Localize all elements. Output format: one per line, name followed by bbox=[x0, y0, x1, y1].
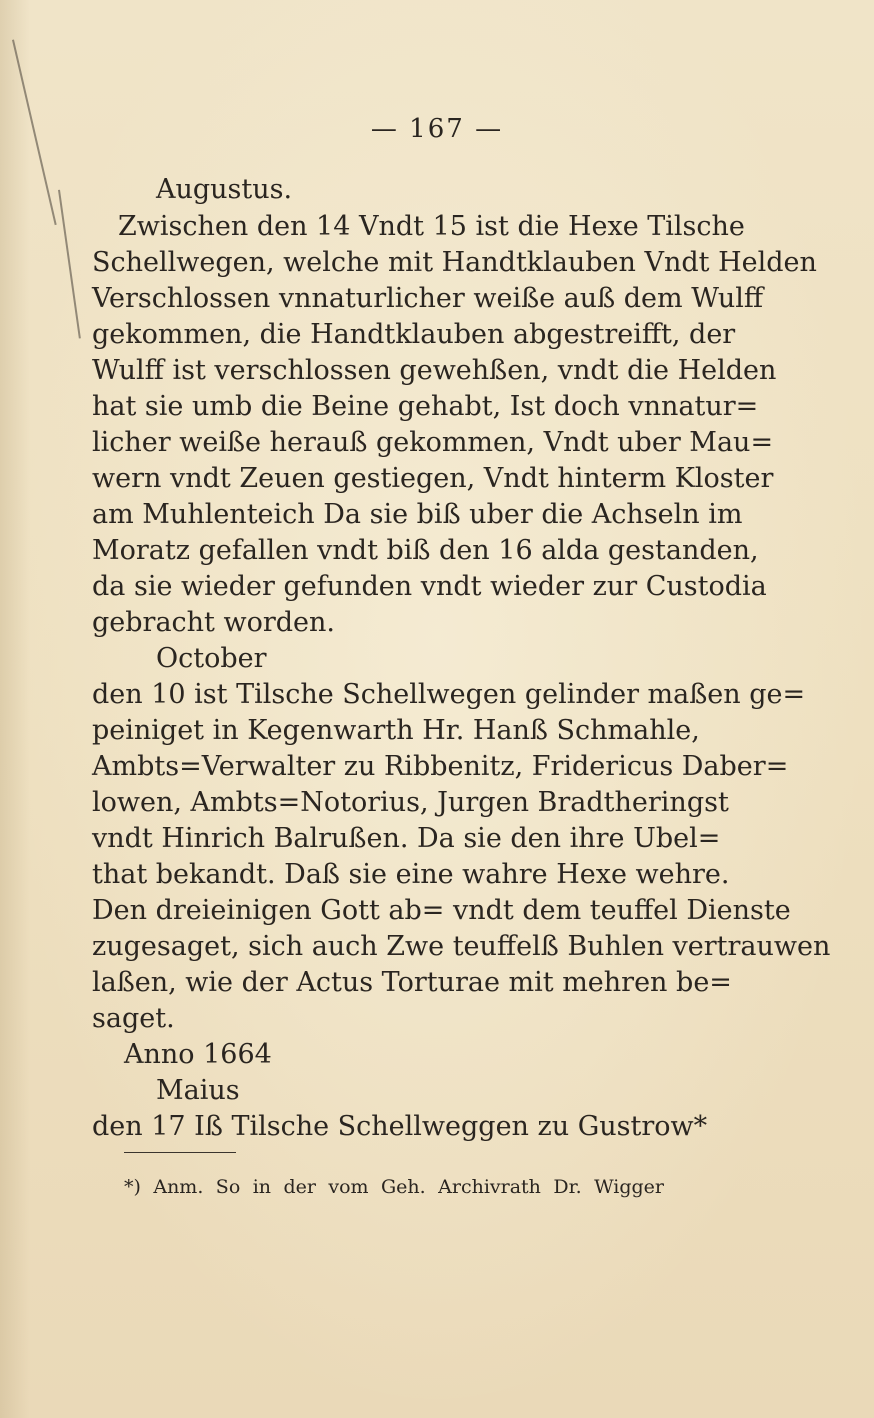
pencil-margin-line-2 bbox=[58, 190, 80, 339]
text-line: den 10 ist Tilsche Schellwegen gelinder maßen ge= bbox=[92, 679, 806, 710]
text-line: da sie wieder gefunden vndt wieder zur Custodia bbox=[92, 571, 767, 602]
heading-maius: Maius bbox=[156, 1075, 240, 1106]
text-line: hat sie umb die Beine gehabt, Ist doch vnnatur= bbox=[92, 391, 759, 422]
text-line: den 17 Iß Tilsche Schellweggen zu Gustrow* bbox=[92, 1111, 708, 1142]
footnote-rule bbox=[124, 1152, 236, 1153]
text-line: Moratz gefallen vndt biß den 16 alda gestanden, bbox=[92, 535, 759, 566]
text-line: Zwischen den 14 Vndt 15 ist die Hexe Tilsche bbox=[118, 211, 745, 242]
footnote: *) Anm. So in der vom Geh. Archivrath Dr. Wigger bbox=[124, 1176, 664, 1198]
text-line: wern vndt Zeuen gestiegen, Vndt hinterm Kloster bbox=[92, 463, 774, 494]
text-line: Verschlossen vnnaturlicher weiße auß dem Wulff bbox=[92, 283, 764, 314]
text-line: lowen, Ambts=Notorius, Jurgen Bradtheringst bbox=[92, 787, 729, 818]
text-line: zugesaget, sich auch Zwe teuffelß Buhlen vertrauwen bbox=[92, 931, 831, 962]
text-line: that bekandt. Daß sie eine wahre Hexe wehre. bbox=[92, 859, 730, 890]
heading-anno: Anno 1664 bbox=[124, 1039, 272, 1070]
text-line: gekommen, die Handtklauben abgestreifft, der bbox=[92, 319, 736, 350]
text-line: vndt Hinrich Balrußen. Da sie den ihre Ubel= bbox=[92, 823, 721, 854]
page-edge-shadow bbox=[0, 0, 30, 1418]
heading-augustus: Augustus. bbox=[156, 174, 293, 205]
text-line: saget. bbox=[92, 1003, 175, 1034]
text-line: Ambts=Verwalter zu Ribbenitz, Fridericus Daber= bbox=[92, 751, 789, 782]
text-line: peiniget in Kegenwarth Hr. Hanß Schmahle, bbox=[92, 715, 700, 746]
text-line: Wulff ist verschlossen gewehßen, vndt die Helden bbox=[92, 355, 777, 386]
text-line: gebracht worden. bbox=[92, 607, 335, 638]
text-line: laßen, wie der Actus Torturae mit mehren be= bbox=[92, 967, 732, 998]
text-line: Schellwegen, welche mit Handtklauben Vndt Helden bbox=[92, 247, 817, 278]
text-line: licher weiße herauß gekommen, Vndt uber Mau= bbox=[92, 427, 774, 458]
text-line: Den dreieinigen Gott ab= vndt dem teuffel Dienste bbox=[92, 895, 791, 926]
text-line: am Muhlenteich Da sie biß uber die Achseln im bbox=[92, 499, 743, 530]
page-number: — 167 — bbox=[370, 114, 504, 144]
heading-october: October bbox=[156, 643, 267, 674]
